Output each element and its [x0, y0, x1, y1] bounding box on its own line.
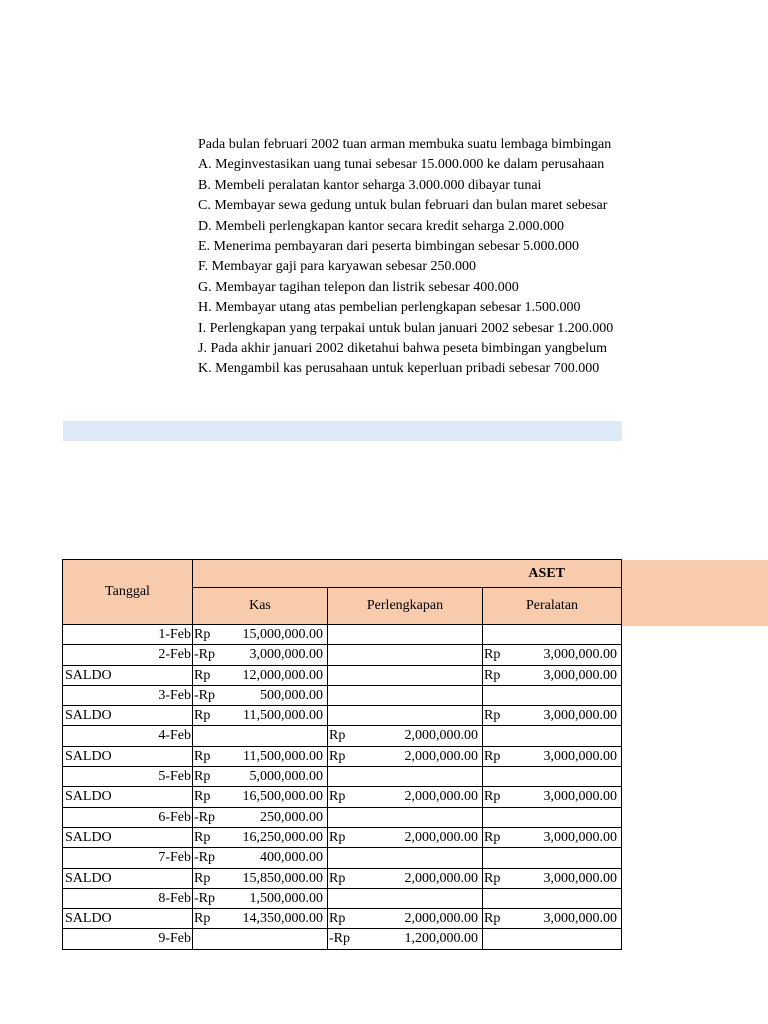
amount: 15,000,000.00	[242, 627, 323, 642]
currency-symbol: Rp	[484, 829, 501, 845]
perlengkapan-cell[interactable]	[328, 685, 483, 705]
row-date[interactable]: 2-Feb	[63, 645, 193, 665]
peralatan-cell[interactable]	[483, 868, 622, 888]
kas-cell[interactable]	[193, 888, 328, 908]
kas-cell-content	[193, 787, 327, 806]
peralatan-cell-content	[483, 706, 621, 725]
peralatan-cell[interactable]	[483, 706, 622, 726]
currency-symbol: Rp	[329, 748, 346, 764]
row-date[interactable]: 3-Feb	[63, 685, 193, 705]
kas-cell-content	[193, 706, 327, 725]
problem-item-e: E. Menerima pembayaran dari peserta bimbingan sebesar 5.000.000	[198, 238, 579, 254]
amount: 15,850,000.00	[242, 870, 323, 886]
kas-cell-content	[193, 645, 327, 664]
peralatan-cell[interactable]	[483, 625, 622, 645]
kas-cell[interactable]	[193, 929, 328, 949]
amount: 2,000,000.00	[404, 870, 478, 886]
amount: 2,000,000.00	[404, 748, 478, 764]
peralatan-cell[interactable]	[483, 645, 622, 665]
row-date[interactable]: 4-Feb	[63, 726, 193, 746]
peralatan-cell-content	[483, 869, 621, 888]
problem-item-k: K. Mengambil kas perusahaan untuk keperluan pribadi sebesar 700.000	[198, 361, 600, 377]
currency-symbol: Rp	[194, 829, 211, 845]
perlengkapan-cell-content	[328, 909, 482, 928]
kas-cell-content	[193, 747, 327, 766]
perlengkapan-cell[interactable]	[328, 767, 483, 787]
amount: 14,350,000.00	[242, 911, 323, 927]
row-label[interactable]: SALDO	[63, 787, 193, 807]
row-date[interactable]: 1-Feb	[63, 625, 193, 645]
kas-cell[interactable]	[193, 787, 328, 807]
currency-symbol: Rp	[484, 870, 501, 886]
kas-cell[interactable]	[193, 767, 328, 787]
peralatan-cell[interactable]	[483, 929, 622, 949]
currency-symbol: Rp	[194, 870, 211, 886]
amount: 500,000.00	[260, 687, 323, 703]
row-date[interactable]: 7-Feb	[63, 848, 193, 868]
highlight-band	[63, 421, 622, 441]
amount: 250,000.00	[260, 809, 323, 825]
kas-cell-content	[193, 767, 327, 786]
row-label[interactable]: SALDO	[63, 746, 193, 766]
amount: 3,000,000.00	[543, 708, 617, 724]
peralatan-cell[interactable]	[483, 767, 622, 787]
kas-cell[interactable]	[193, 827, 328, 847]
currency-symbol: Rp	[484, 911, 501, 927]
amount: 2,000,000.00	[404, 789, 478, 805]
peralatan-cell-content	[483, 909, 621, 928]
table-row	[63, 888, 622, 908]
row-date[interactable]: 6-Feb	[63, 807, 193, 827]
perlengkapan-cell[interactable]	[328, 827, 483, 847]
perlengkapan-cell[interactable]	[328, 848, 483, 868]
header-tanggal: Tanggal	[63, 560, 193, 625]
perlengkapan-cell[interactable]	[328, 787, 483, 807]
row-date[interactable]: 8-Feb	[63, 888, 193, 908]
kas-cell[interactable]	[193, 868, 328, 888]
currency-symbol: -Rp	[194, 647, 215, 663]
perlengkapan-cell[interactable]	[328, 868, 483, 888]
currency-symbol: -Rp	[329, 931, 350, 947]
row-date[interactable]: 5-Feb	[63, 767, 193, 787]
kas-cell[interactable]	[193, 706, 328, 726]
perlengkapan-cell-content	[328, 747, 482, 766]
row-label[interactable]: SALDO	[63, 868, 193, 888]
currency-symbol: Rp	[329, 829, 346, 845]
table-row	[63, 685, 622, 705]
problem-item-d: D. Membeli perlengkapan kantor secara kredit seharga 2.000.000	[198, 218, 564, 234]
amount: 3,000,000.00	[543, 911, 617, 927]
header-aset: ASET	[193, 560, 622, 588]
perlengkapan-cell-content	[328, 828, 482, 847]
kas-cell[interactable]	[193, 848, 328, 868]
kas-cell-content	[193, 828, 327, 847]
currency-symbol: Rp	[329, 870, 346, 886]
table-row	[63, 827, 622, 847]
table-row	[63, 767, 622, 787]
amount: 3,000,000.00	[249, 647, 323, 663]
amount: 1,500,000.00	[249, 890, 323, 906]
amount: 16,250,000.00	[242, 829, 323, 845]
problem-item-g: G. Membayar tagihan telepon dan listrik sebesar 400.000	[198, 279, 519, 295]
currency-symbol: Rp	[484, 647, 501, 663]
peralatan-cell[interactable]	[483, 807, 622, 827]
perlengkapan-cell[interactable]	[328, 929, 483, 949]
problem-intro: Pada bulan februari 2002 tuan arman membuka suatu lembaga bimbingan	[198, 137, 612, 152]
currency-symbol: Rp	[194, 748, 211, 764]
kas-cell-content	[193, 625, 327, 644]
perlengkapan-cell[interactable]	[328, 807, 483, 827]
kas-cell-content	[193, 848, 327, 867]
problem-item-b: B. Membeli peralatan kantor seharga 3.000.000 dibayar tunai	[198, 177, 542, 193]
currency-symbol: -Rp	[194, 890, 215, 906]
problem-item-a: A. Meginvestasikan uang tunai sebesar 15.000.000 ke dalam perusahaan	[198, 157, 605, 173]
amount: 2,000,000.00	[404, 911, 478, 927]
perlengkapan-cell[interactable]	[328, 625, 483, 645]
kas-cell-content	[193, 666, 327, 685]
currency-symbol: Rp	[329, 728, 346, 744]
amount: 2,000,000.00	[404, 728, 478, 744]
problem-item-h: H. Membayar utang atas pembelian perlengkapan sebesar 1.500.000	[198, 300, 581, 316]
amount: 1,200,000.00	[404, 931, 478, 947]
amount: 16,500,000.00	[242, 789, 323, 805]
perlengkapan-cell[interactable]	[328, 665, 483, 685]
amount: 11,500,000.00	[243, 748, 323, 764]
row-label[interactable]: SALDO	[63, 827, 193, 847]
currency-symbol: Rp	[484, 748, 501, 764]
peralatan-cell-content	[483, 747, 621, 766]
perlengkapan-cell[interactable]	[328, 706, 483, 726]
table-row	[63, 726, 622, 746]
peralatan-cell[interactable]	[483, 909, 622, 929]
header-kas: Kas	[193, 588, 328, 625]
currency-symbol: Rp	[194, 708, 211, 724]
kas-cell-content	[193, 808, 327, 827]
perlengkapan-cell[interactable]	[328, 888, 483, 908]
row-label[interactable]: SALDO	[63, 706, 193, 726]
problem-item-i: I. Perlengkapan yang terpakai untuk bulan januari 2002 sebesar 1.200.000	[198, 320, 614, 336]
problem-statement	[198, 135, 622, 380]
perlengkapan-cell[interactable]	[328, 726, 483, 746]
amount: 5,000,000.00	[249, 769, 323, 785]
table-row	[63, 848, 622, 868]
table-row	[63, 868, 622, 888]
kas-cell[interactable]	[193, 685, 328, 705]
table-row	[63, 787, 622, 807]
currency-symbol: Rp	[194, 667, 211, 683]
table-row	[63, 625, 622, 645]
table-row	[63, 746, 622, 766]
amount: 12,000,000.00	[242, 667, 323, 683]
table-row	[63, 929, 622, 949]
peralatan-cell-content	[483, 787, 621, 806]
amount: 3,000,000.00	[543, 829, 617, 845]
amount: 3,000,000.00	[543, 870, 617, 886]
row-label[interactable]: SALDO	[63, 665, 193, 685]
table-row	[63, 645, 622, 665]
kas-cell-content	[193, 909, 327, 928]
peralatan-cell[interactable]	[483, 726, 622, 746]
currency-symbol: Rp	[329, 911, 346, 927]
amount: 3,000,000.00	[543, 647, 617, 663]
kas-cell[interactable]	[193, 807, 328, 827]
amount: 2,000,000.00	[404, 829, 478, 845]
kas-cell[interactable]	[193, 726, 328, 746]
problem-item-c: C. Membayar sewa gedung untuk bulan februari dan bulan maret sebesar	[198, 198, 608, 214]
currency-symbol: -Rp	[194, 850, 215, 866]
perlengkapan-cell[interactable]	[328, 645, 483, 665]
amount: 3,000,000.00	[543, 789, 617, 805]
currency-symbol: -Rp	[194, 687, 215, 703]
currency-symbol: Rp	[329, 789, 346, 805]
currency-symbol: Rp	[194, 769, 211, 785]
amount: 3,000,000.00	[543, 667, 617, 683]
peralatan-cell[interactable]	[483, 746, 622, 766]
kas-cell[interactable]	[193, 625, 328, 645]
currency-symbol: Rp	[484, 708, 501, 724]
peralatan-cell-content	[483, 828, 621, 847]
peralatan-cell-content	[483, 666, 621, 685]
kas-cell-content	[193, 686, 327, 705]
kas-cell[interactable]	[193, 909, 328, 929]
perlengkapan-cell-content	[328, 726, 482, 745]
peralatan-cell-content	[483, 645, 621, 664]
perlengkapan-cell[interactable]	[328, 746, 483, 766]
header-fill-extension	[622, 560, 768, 626]
table-row	[63, 909, 622, 929]
amount: 11,500,000.00	[243, 708, 323, 724]
peralatan-cell[interactable]	[483, 848, 622, 868]
row-date[interactable]: 9-Feb	[63, 929, 193, 949]
perlengkapan-cell-content	[328, 869, 482, 888]
currency-symbol: Rp	[484, 667, 501, 683]
peralatan-cell[interactable]	[483, 787, 622, 807]
problem-item-j: J. Pada akhir januari 2002 diketahui bahwa peseta bimbingan yangbelum	[198, 340, 608, 356]
amount: 3,000,000.00	[543, 748, 617, 764]
row-label[interactable]: SALDO	[63, 909, 193, 929]
currency-symbol: -Rp	[194, 809, 215, 825]
kas-cell-content	[193, 869, 327, 888]
peralatan-cell[interactable]	[483, 888, 622, 908]
kas-cell-content	[193, 889, 327, 908]
header-perlengkapan: Perlengkapan	[328, 588, 483, 625]
currency-symbol: Rp	[194, 789, 211, 805]
problem-item-f: F. Membayar gaji para karyawan sebesar 250.000	[198, 259, 477, 275]
table-row	[63, 807, 622, 827]
kas-cell[interactable]	[193, 645, 328, 665]
amount: 400,000.00	[260, 850, 323, 866]
asset-table	[62, 559, 622, 950]
kas-cell[interactable]	[193, 665, 328, 685]
table-row	[63, 706, 622, 726]
currency-symbol: Rp	[194, 627, 211, 642]
currency-symbol: Rp	[484, 789, 501, 805]
peralatan-cell[interactable]	[483, 665, 622, 685]
kas-cell[interactable]	[193, 746, 328, 766]
table-row	[63, 665, 622, 685]
perlengkapan-cell[interactable]	[328, 909, 483, 929]
peralatan-cell[interactable]	[483, 685, 622, 705]
perlengkapan-cell-content	[328, 929, 482, 948]
currency-symbol: Rp	[194, 911, 211, 927]
perlengkapan-cell-content	[328, 787, 482, 806]
peralatan-cell[interactable]	[483, 827, 622, 847]
header-peralatan: Peralatan	[483, 588, 622, 625]
